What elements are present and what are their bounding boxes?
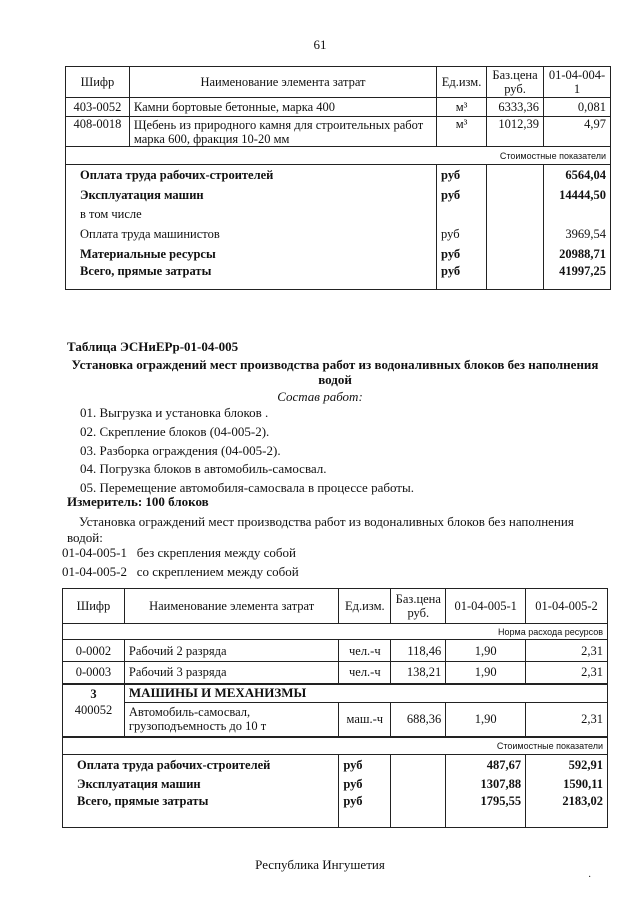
- table-row: [63, 640, 608, 662]
- cost-value: 3969,54: [544, 224, 611, 244]
- norm-label: Норма расхода ресурсов: [63, 624, 608, 640]
- header-unit: Ед.изм.: [339, 589, 391, 624]
- cost-value-2: 2183,02: [526, 794, 608, 828]
- table-header-row: [66, 67, 611, 98]
- row-price: 6333,36: [487, 98, 544, 117]
- variant-text: со скреплением между собой: [136, 564, 299, 579]
- cost-unit: руб: [437, 185, 487, 205]
- row-unit: чел.-ч: [339, 662, 391, 684]
- cost-unit: руб: [437, 165, 487, 185]
- row-name: Рабочий 3 разряда: [124, 662, 338, 684]
- variant-item: [62, 545, 296, 561]
- cost-row: [66, 244, 611, 264]
- row-value-1: 1,90: [446, 703, 526, 737]
- row-price: 688,36: [391, 703, 446, 737]
- cost-row: [63, 794, 608, 828]
- group-name: МАШИНЫ И МЕХАНИЗМЫ: [124, 684, 607, 703]
- row-code: 0-0002: [63, 640, 125, 662]
- row-code: 400052: [63, 703, 125, 737]
- cost-value-1: 1307,88: [446, 775, 526, 794]
- row-value-1: 1,90: [446, 662, 526, 684]
- row-unit: маш.-ч: [339, 703, 391, 737]
- operation-item: 05. Перемещение автомобиля-самосвала в процессе работы.: [80, 480, 414, 495]
- cost-name: Эксплуатация машин: [66, 185, 437, 205]
- row-value-2: 2,31: [526, 703, 608, 737]
- cost-name: в том числе: [66, 205, 437, 224]
- row-price: 138,21: [391, 662, 446, 684]
- row-price: 118,46: [391, 640, 446, 662]
- cost-row: [63, 755, 608, 775]
- section-label: Стоимостные показатели: [66, 147, 611, 165]
- row-name: Автомобиль-самосвал, грузоподъемность до 10 т: [124, 703, 338, 737]
- cost-row: [66, 165, 611, 185]
- cost-value: 6564,04: [544, 165, 611, 185]
- cost-name: Всего, прямые затраты: [66, 264, 437, 290]
- cost-name: Оплата труда рабочих-строителей: [66, 165, 437, 185]
- page-number: 61: [313, 37, 327, 52]
- operation-item: 03. Разборка ограждения (04-005-2).: [80, 443, 281, 458]
- table-row: [63, 703, 608, 737]
- operation-item: 04. Погрузка блоков в автомобиль-самосвал.: [80, 461, 327, 476]
- variant-code: 01-04-005-1: [62, 545, 127, 560]
- table-title: Таблица ЭСНиЕРр-01-04-005: [67, 339, 239, 354]
- description: Установка ограждений мест производства работ из водоналивных блоков без наполнения водой:: [67, 514, 574, 545]
- row-value: 4,97: [544, 117, 611, 147]
- row-price: 1012,39: [487, 117, 544, 147]
- header-name: Наименование элемента затрат: [129, 67, 436, 98]
- cost-value-1: 1795,55: [446, 794, 526, 828]
- row-value-2: 2,31: [526, 640, 608, 662]
- cost-value-2: 1590,11: [526, 775, 608, 794]
- variant-text: без скрепления между собой: [136, 545, 296, 560]
- table-header-row: [63, 589, 608, 624]
- row-code: 408-0018: [66, 117, 130, 147]
- cost-unit: руб: [437, 224, 487, 244]
- variant-code: 01-04-005-2: [62, 564, 127, 579]
- cost-value: 20988,71: [544, 244, 611, 264]
- row-unit: м³: [437, 98, 487, 117]
- cost-row: [66, 185, 611, 205]
- cost-row: [66, 224, 611, 244]
- row-code: 403-0052: [66, 98, 130, 117]
- variant-item: [62, 564, 299, 580]
- cost-name: Эксплуатация машин: [63, 775, 339, 794]
- work-composition-title: Состав работ:: [277, 389, 363, 404]
- page-mark: ·: [588, 872, 592, 883]
- row-value: 0,081: [544, 98, 611, 117]
- header-code: Шифр: [66, 67, 130, 98]
- cost-row: [66, 264, 611, 290]
- table-row: [63, 662, 608, 684]
- header-price: Баз.цена руб.: [487, 67, 544, 98]
- cost-value-2: 592,91: [526, 755, 608, 775]
- row-code: 0-0003: [63, 662, 125, 684]
- section-label: Стоимостные показатели: [63, 737, 608, 755]
- header-name: Наименование элемента затрат: [124, 589, 338, 624]
- cost-value: 14444,50: [544, 185, 611, 205]
- header-code: Шифр: [63, 589, 125, 624]
- cost-unit: руб: [437, 244, 487, 264]
- cost-name: Оплата труда рабочих-строителей: [63, 755, 339, 775]
- operation-item: 02. Скрепление блоков (04-005-2).: [80, 424, 270, 439]
- cost-unit: руб: [437, 264, 487, 290]
- group-code: 3: [63, 684, 125, 703]
- cost-row: [63, 775, 608, 794]
- resource-table-1: [65, 66, 611, 290]
- row-value-1: 1,90: [446, 640, 526, 662]
- cost-name: Всего, прямые затраты: [63, 794, 339, 828]
- group-row: [63, 684, 608, 703]
- section-heading: Установка ограждений мест производства работ из водоналивных блоков без наполнения водой: [71, 357, 599, 387]
- operation-item: 01. Выгрузка и установка блоков .: [80, 405, 269, 420]
- row-unit: м³: [437, 117, 487, 147]
- resource-table-2: [62, 588, 608, 828]
- header-col1: 01-04-005-1: [446, 589, 526, 624]
- row-unit: чел.-ч: [339, 640, 391, 662]
- cost-row: [66, 205, 611, 224]
- row-name: Камни бортовые бетонные, марка 400: [129, 98, 436, 117]
- header-col2: 01-04-005-2: [526, 589, 608, 624]
- cost-unit: руб: [339, 755, 391, 775]
- header-price: Баз.цена руб.: [391, 589, 446, 624]
- footer-region: Республика Ингушетия: [255, 857, 385, 872]
- row-name: Рабочий 2 разряда: [124, 640, 338, 662]
- cost-name: Оплата труда машинистов: [66, 224, 437, 244]
- table-row: [66, 117, 611, 147]
- cost-name: Материальные ресурсы: [66, 244, 437, 264]
- table-row: [66, 98, 611, 117]
- row-name: Щебень из природного камня для строительных работ марка 600, фракция 10-20 мм: [129, 117, 436, 147]
- row-value-2: 2,31: [526, 662, 608, 684]
- header-col: 01-04-004-1: [544, 67, 611, 98]
- header-unit: Ед.изм.: [437, 67, 487, 98]
- cost-unit: руб: [339, 775, 391, 794]
- cost-value-1: 487,67: [446, 755, 526, 775]
- measure-unit: Измеритель: 100 блоков: [67, 494, 209, 509]
- cost-unit: руб: [339, 794, 391, 828]
- cost-value: 41997,25: [544, 264, 611, 290]
